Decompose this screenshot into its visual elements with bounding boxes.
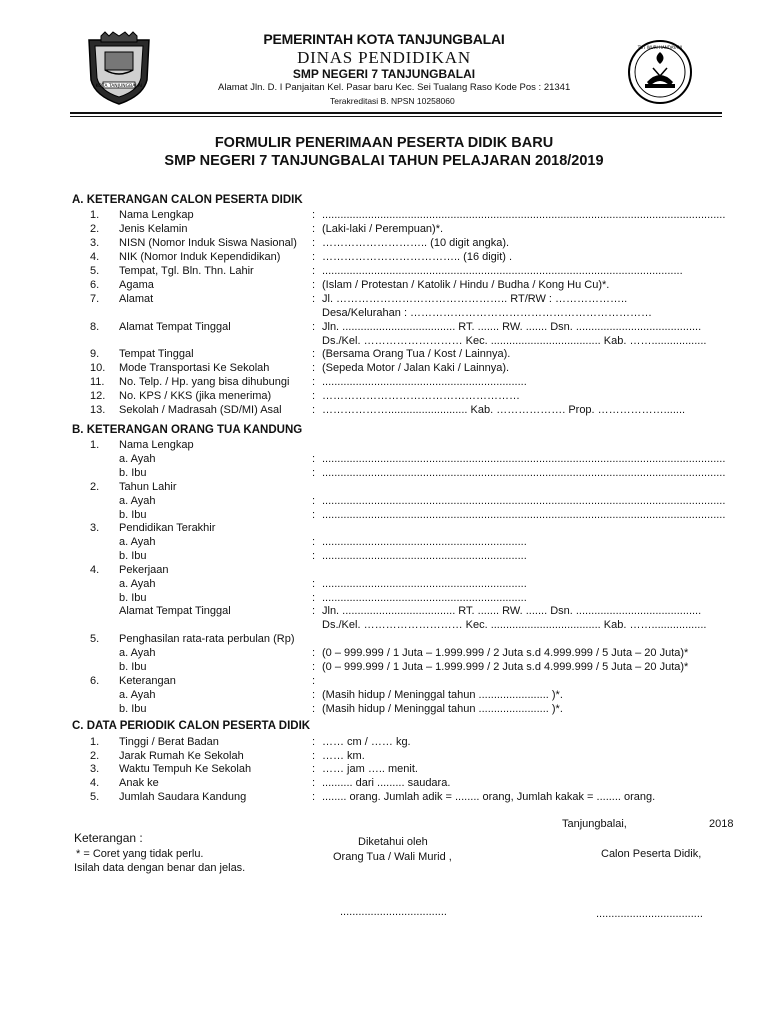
field-colon: : bbox=[312, 279, 316, 291]
row-number: 1. bbox=[90, 736, 100, 748]
field-label: Jenis Kelamin bbox=[119, 223, 188, 235]
field-value: ................................................................... bbox=[322, 578, 527, 590]
field-value: ................................................................... bbox=[322, 592, 527, 604]
field-label: Alamat bbox=[119, 293, 154, 305]
form-row bbox=[0, 265, 768, 279]
field-value: (Sepeda Motor / Jalan Kaki / Lainnya). bbox=[322, 362, 510, 374]
form-row bbox=[0, 237, 768, 251]
field-sublabel: a. Ayah bbox=[119, 647, 156, 659]
student-signature-line: ................................... bbox=[596, 908, 703, 920]
field-value: ................................................................... bbox=[322, 536, 527, 548]
field-colon: : bbox=[312, 362, 316, 374]
row-number: 4. bbox=[90, 251, 100, 263]
field-colon: : bbox=[312, 223, 316, 235]
row-number: 3. bbox=[90, 237, 100, 249]
field-label: Pekerjaan bbox=[119, 564, 169, 576]
form-row bbox=[0, 550, 768, 564]
field-value: Desa/Kelurahan : ………………………………………………………… bbox=[322, 307, 653, 319]
letterhead-rule-thick bbox=[70, 112, 722, 114]
field-colon: : bbox=[312, 509, 316, 521]
row-number: 10. bbox=[90, 362, 106, 374]
section-b-heading: B. KETERANGAN ORANG TUA KANDUNG bbox=[72, 424, 303, 436]
field-value: (Islam / Protestan / Katolik / Hindu / Budha / Kong Hu Cu)*. bbox=[322, 279, 610, 291]
note-fill-clearly: Isilah data dengan benar dan jelas. bbox=[74, 862, 246, 874]
form-row bbox=[0, 661, 768, 675]
field-colon: : bbox=[312, 661, 316, 673]
form-row bbox=[0, 592, 768, 606]
field-label: Tahun Lahir bbox=[119, 481, 177, 493]
row-number: 7. bbox=[90, 293, 100, 305]
field-colon: : bbox=[312, 736, 316, 748]
section-a-heading: A. KETERANGAN CALON PESERTA DIDIK bbox=[72, 194, 303, 206]
field-sublabel: b. Ibu bbox=[119, 509, 147, 521]
form-row bbox=[0, 307, 768, 321]
student-signature-label: Calon Peserta Didik, bbox=[601, 848, 702, 860]
field-value: .......... dari ......... saudara. bbox=[322, 777, 451, 789]
form-row bbox=[0, 321, 768, 335]
field-sublabel: b. Ibu bbox=[119, 550, 147, 562]
field-value: ……………………….. (10 digit angka). bbox=[322, 237, 510, 249]
logo-motto-text: TUT WURI HANDAYANI bbox=[637, 45, 683, 50]
row-number: 4. bbox=[90, 564, 100, 576]
field-value: .................................................................................................................................... bbox=[322, 467, 726, 479]
section-c-heading: C. DATA PERIODIK CALON PESERTA DIDIK bbox=[72, 720, 311, 732]
field-label: Mode Transportasi Ke Sekolah bbox=[119, 362, 270, 374]
crest-text: KOTA TANJUNGBALAI bbox=[95, 84, 143, 89]
notes-title: Keterangan : bbox=[74, 831, 143, 845]
field-colon: : bbox=[312, 467, 316, 479]
form-row bbox=[0, 279, 768, 293]
form-row bbox=[0, 564, 768, 578]
row-number: 3. bbox=[90, 763, 100, 775]
form-row bbox=[0, 522, 768, 536]
field-colon: : bbox=[312, 348, 316, 360]
field-sublabel: a. Ayah bbox=[119, 453, 156, 465]
form-row bbox=[0, 439, 768, 453]
field-value: Ds./Kel. ……………………… Kec. .................................... Kab. …….................. bbox=[322, 619, 707, 631]
field-label: Alamat Tempat Tinggal bbox=[119, 321, 231, 333]
field-colon: : bbox=[312, 703, 316, 715]
field-label: Penghasilan rata-rata perbulan (Rp) bbox=[119, 633, 295, 645]
field-label: No. KPS / KKS (jika menerima) bbox=[119, 390, 272, 402]
field-value: Jln. ..................................... RT. ....... RW. ....... Dsn. ......................................... bbox=[322, 321, 702, 333]
field-value: ................................................................... bbox=[322, 550, 527, 562]
field-value: (0 – 999.999 / 1 Juta – 1.999.999 / 2 Juta s.d 4.999.999 / 5 Juta – 20 Juta)* bbox=[322, 647, 689, 659]
form-row bbox=[0, 763, 768, 777]
field-label: Tempat, Tgl. Bln. Thn. Lahir bbox=[119, 265, 254, 277]
form-row bbox=[0, 251, 768, 265]
row-number: 13. bbox=[90, 404, 106, 416]
field-label: Pendidikan Terakhir bbox=[119, 522, 216, 534]
field-value: (Laki-laki / Perempuan)*. bbox=[322, 223, 444, 235]
field-value: …… jam ….. menit. bbox=[322, 763, 418, 775]
form-row bbox=[0, 467, 768, 481]
field-colon: : bbox=[312, 675, 316, 687]
form-row bbox=[0, 348, 768, 362]
form-row bbox=[0, 675, 768, 689]
row-number: 3. bbox=[90, 522, 100, 534]
field-sublabel: b. Ibu bbox=[119, 467, 147, 479]
form-row bbox=[0, 633, 768, 647]
field-colon: : bbox=[312, 605, 316, 617]
field-sublabel: a. Ayah bbox=[119, 689, 156, 701]
row-number: 11. bbox=[90, 376, 105, 388]
form-row bbox=[0, 404, 768, 418]
field-sublabel: a. Ayah bbox=[119, 536, 156, 548]
row-number: 5. bbox=[90, 265, 100, 277]
field-label: Agama bbox=[119, 279, 154, 291]
field-sublabel: b. Ibu bbox=[119, 703, 147, 715]
field-label: NIK (Nomor Induk Kependidikan) bbox=[119, 251, 281, 263]
letterhead-accreditation: Terakreditasi B. NPSN 10258060 bbox=[330, 96, 455, 106]
field-colon: : bbox=[312, 578, 316, 590]
field-value: .................................................................................................................................... bbox=[322, 495, 726, 507]
field-label: Tempat Tinggal bbox=[119, 348, 194, 360]
letterhead-rule-thin bbox=[70, 116, 722, 117]
row-number: 2. bbox=[90, 481, 100, 493]
field-colon: : bbox=[312, 237, 316, 249]
form-row bbox=[0, 209, 768, 223]
field-label: No. Telp. / Hp. yang bisa dihubungi bbox=[119, 376, 290, 388]
field-value: ........ orang. Jumlah adik = ........ orang, Jumlah kakak = ........ orang. bbox=[322, 791, 656, 803]
field-label: Jarak Rumah Ke Sekolah bbox=[119, 750, 244, 762]
field-label: Anak ke bbox=[119, 777, 159, 789]
field-value: .................................................................................................................................... bbox=[322, 209, 726, 221]
form-row bbox=[0, 453, 768, 467]
field-value: Ds./Kel. ……………………… Kec. .................................... Kab. …….................. bbox=[322, 335, 707, 347]
form-row bbox=[0, 223, 768, 237]
field-sublabel: b. Ibu bbox=[119, 592, 147, 604]
row-number: 5. bbox=[90, 633, 100, 645]
field-value: (Bersama Orang Tua / Kost / Lainnya). bbox=[322, 348, 511, 360]
field-value: (Masih hidup / Meninggal tahun ....................... )*. bbox=[322, 703, 563, 715]
field-value: ...................................................................................................................... bbox=[322, 265, 683, 277]
field-colon: : bbox=[312, 390, 316, 402]
field-colon: : bbox=[312, 376, 316, 388]
row-number: 6. bbox=[90, 279, 100, 291]
field-sublabel: a. Ayah bbox=[119, 578, 156, 590]
letterhead-government: PEMERINTAH KOTA TANJUNGBALAI bbox=[263, 31, 505, 47]
form-row bbox=[0, 703, 768, 717]
field-value: ……………….......................... Kab. ………………. Prop. ………………....... bbox=[322, 404, 686, 416]
field-colon: : bbox=[312, 777, 316, 789]
signing-year: 2018 bbox=[709, 818, 734, 830]
field-colon: : bbox=[312, 453, 316, 465]
form-row bbox=[0, 293, 768, 307]
row-number: 2. bbox=[90, 223, 100, 235]
parent-signature-label: Orang Tua / Wali Murid , bbox=[333, 851, 452, 863]
field-label: Keterangan bbox=[119, 675, 176, 687]
form-row bbox=[0, 495, 768, 509]
letterhead-address: Alamat Jln. D. I Panjaitan Kel. Pasar baru Kec. Sei Tualang Raso Kode Pos : 21341 bbox=[218, 82, 571, 93]
form-row bbox=[0, 362, 768, 376]
form-row bbox=[0, 689, 768, 703]
field-colon: : bbox=[312, 550, 316, 562]
field-value: (0 – 999.999 / 1 Juta – 1.999.999 / 2 Juta s.d 4.999.999 / 5 Juta – 20 Juta)* bbox=[322, 661, 689, 673]
field-colon: : bbox=[312, 293, 316, 305]
form-row bbox=[0, 578, 768, 592]
field-label: NISN (Nomor Induk Siswa Nasional) bbox=[119, 237, 297, 249]
row-number: 2. bbox=[90, 750, 100, 762]
field-value: …… km. bbox=[322, 750, 365, 762]
field-colon: : bbox=[312, 209, 316, 221]
row-number: 4. bbox=[90, 777, 100, 789]
row-number: 6. bbox=[90, 675, 100, 687]
field-value: Jln. ..................................... RT. ....... RW. ....... Dsn. ......................................... bbox=[322, 605, 702, 617]
field-label: Tinggi / Berat Badan bbox=[119, 736, 219, 748]
parent-signature-line: ................................... bbox=[340, 906, 447, 918]
field-colon: : bbox=[312, 763, 316, 775]
field-colon: : bbox=[312, 689, 316, 701]
row-number: 1. bbox=[90, 439, 100, 451]
field-colon: : bbox=[312, 251, 316, 263]
form-title: FORMULIR PENERIMAAN PESERTA DIDIK BARU bbox=[214, 135, 554, 151]
field-colon: : bbox=[312, 750, 316, 762]
form-row bbox=[0, 619, 768, 633]
form-row bbox=[0, 605, 768, 619]
field-value: ……………………………….. (16 digit) . bbox=[322, 251, 513, 263]
field-label: Nama Lengkap bbox=[119, 209, 194, 221]
row-number: 1. bbox=[90, 209, 100, 221]
field-colon: : bbox=[312, 265, 316, 277]
field-colon: : bbox=[312, 592, 316, 604]
field-colon: : bbox=[312, 321, 316, 333]
field-value: Jl. ……………………………………….. RT/RW : ……………….. bbox=[322, 293, 628, 305]
form-row bbox=[0, 376, 768, 390]
form-row bbox=[0, 791, 768, 805]
field-label: Jumlah Saudara Kandung bbox=[119, 791, 247, 803]
note-strikeout: * = Coret yang tidak perlu. bbox=[76, 848, 204, 860]
letterhead-school: SMP NEGERI 7 TANJUNGBALAI bbox=[292, 67, 476, 81]
field-colon: : bbox=[312, 647, 316, 659]
form-row bbox=[0, 750, 768, 764]
form-row bbox=[0, 536, 768, 550]
field-label: Alamat Tempat Tinggal bbox=[119, 605, 231, 617]
form-row bbox=[0, 736, 768, 750]
field-value: ……………………………………………… bbox=[322, 390, 520, 402]
field-value: .................................................................................................................................... bbox=[322, 509, 726, 521]
field-sublabel: a. Ayah bbox=[119, 495, 156, 507]
form-row bbox=[0, 335, 768, 349]
field-colon: : bbox=[312, 791, 316, 803]
form-subtitle: SMP NEGERI 7 TANJUNGBALAI TAHUN PELAJARAN 2018/2019 bbox=[164, 153, 604, 169]
letterhead-department: DINAS PENDIDIKAN bbox=[297, 48, 471, 67]
field-label: Sekolah / Madrasah (SD/MI) Asal bbox=[119, 404, 282, 416]
field-colon: : bbox=[312, 536, 316, 548]
form-row bbox=[0, 390, 768, 404]
field-colon: : bbox=[312, 495, 316, 507]
row-number: 12. bbox=[90, 390, 106, 402]
field-value: .................................................................................................................................... bbox=[322, 453, 726, 465]
form-row bbox=[0, 509, 768, 523]
row-number: 5. bbox=[90, 791, 100, 803]
field-value: (Masih hidup / Meninggal tahun ....................... )*. bbox=[322, 689, 563, 701]
field-sublabel: b. Ibu bbox=[119, 661, 147, 673]
field-label: Nama Lengkap bbox=[119, 439, 194, 451]
row-number: 8. bbox=[90, 321, 100, 333]
row-number: 9. bbox=[90, 348, 100, 360]
form-row bbox=[0, 647, 768, 661]
known-by-label: Diketahui oleh bbox=[358, 836, 428, 848]
field-value: …… cm / …… kg. bbox=[322, 736, 411, 748]
form-row bbox=[0, 481, 768, 495]
signing-place: Tanjungbalai, bbox=[562, 818, 627, 830]
field-label: Waktu Tempuh Ke Sekolah bbox=[119, 763, 252, 775]
form-row bbox=[0, 777, 768, 791]
field-value: ................................................................... bbox=[322, 376, 527, 388]
field-colon: : bbox=[312, 404, 316, 416]
